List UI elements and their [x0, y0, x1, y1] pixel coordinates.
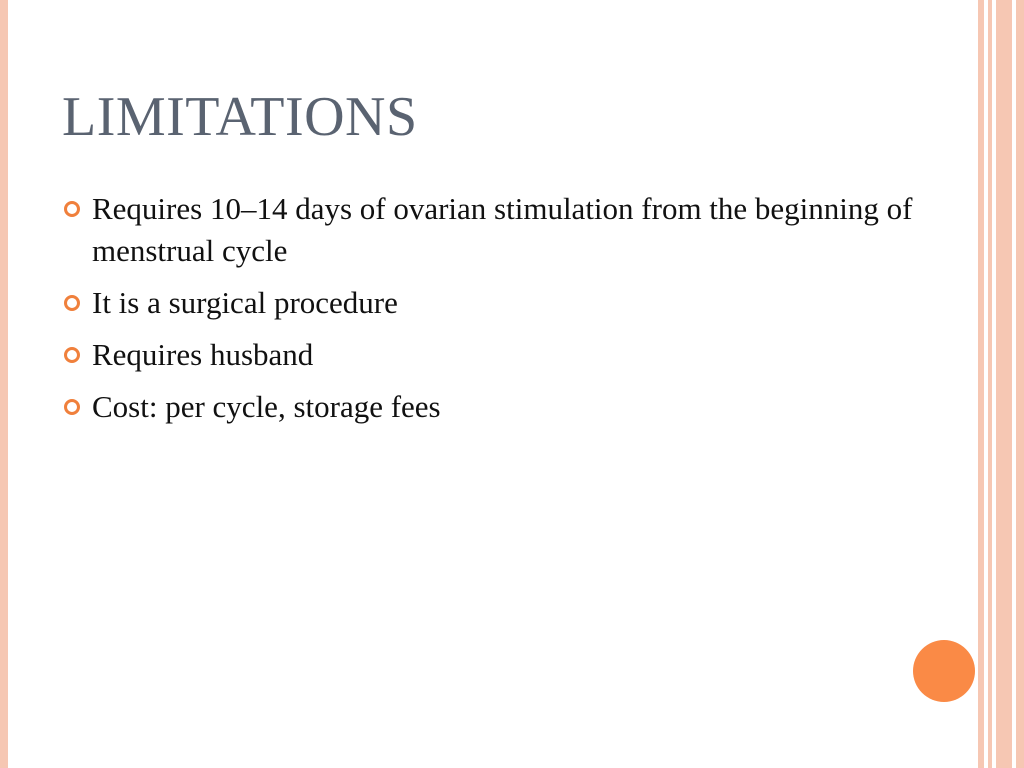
right-border-stripe	[978, 0, 984, 768]
bullet-text: It is a surgical procedure	[92, 285, 398, 320]
accent-circle-decoration	[913, 640, 975, 702]
bullet-text: Requires husband	[92, 337, 314, 372]
bullet-icon	[64, 347, 80, 363]
bullet-item	[62, 282, 942, 324]
right-border-stripe	[988, 0, 992, 768]
bullet-text: Cost: per cycle, storage fees	[92, 389, 441, 424]
bullet-text: Requires 10–14 days of ovarian stimulation from the beginning of menstrual cycle	[92, 191, 913, 268]
bullet-item	[62, 386, 942, 428]
slide-title: LIMITATIONS	[62, 86, 418, 148]
bullet-item	[62, 188, 942, 272]
bullet-item	[62, 334, 942, 376]
right-border-stripe	[996, 0, 1012, 768]
bullet-icon	[64, 295, 80, 311]
right-border-stripe	[1016, 0, 1024, 768]
bullet-icon	[64, 399, 80, 415]
bullet-list	[62, 188, 942, 438]
left-border-stripe	[0, 0, 8, 768]
bullet-icon	[64, 201, 80, 217]
